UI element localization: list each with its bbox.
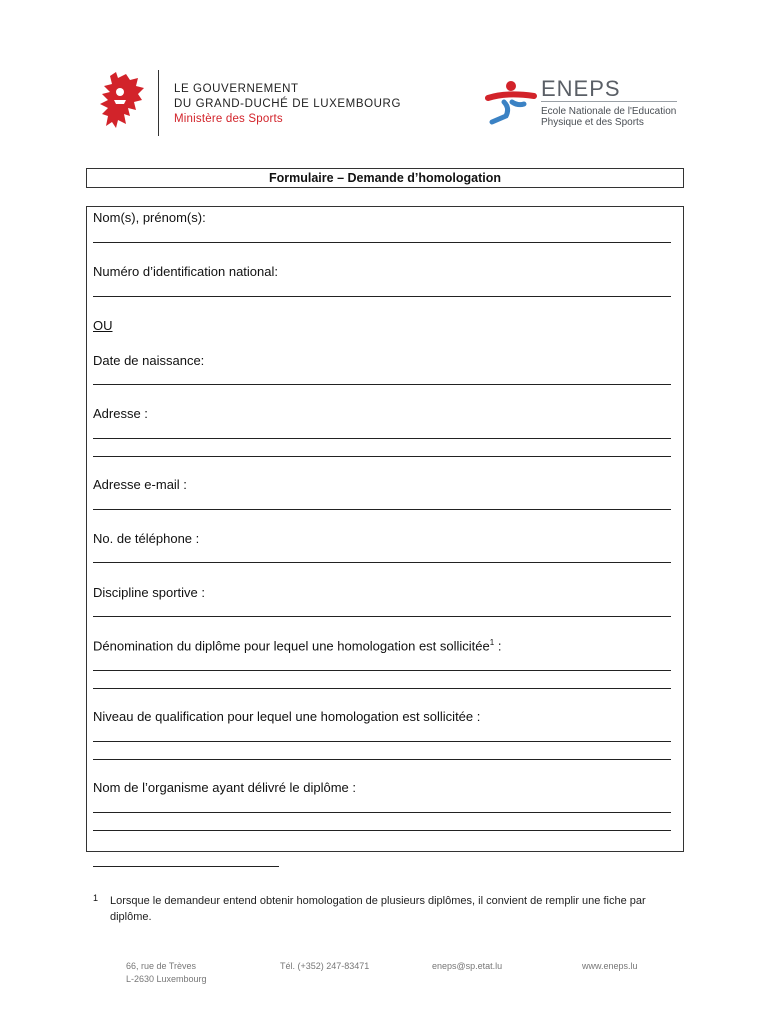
address-line-1[interactable]: [93, 438, 671, 439]
phone-line[interactable]: [93, 562, 671, 563]
footer-address: [126, 960, 207, 986]
organisation-label: Nom de l’organisme ayant délivré le diplôme :: [93, 780, 357, 795]
diploma-line-1[interactable]: [93, 670, 671, 671]
discipline-label: Discipline sportive :: [93, 585, 205, 600]
phone-label: No. de téléphone :: [93, 531, 200, 546]
email-label: Adresse e-mail :: [93, 477, 187, 492]
address-label: Adresse :: [93, 406, 148, 421]
footer-address-line-2: L-2630 Luxembourg: [126, 974, 207, 984]
government-text: [174, 82, 401, 127]
national-id-label: Numéro d’identification national:: [93, 264, 278, 279]
eneps-figure-logo-icon: [484, 78, 540, 126]
footer-address-line-1: 66, rue de Trèves: [126, 961, 197, 971]
eneps-sub-line-2: Physique et des Sports: [541, 117, 644, 128]
birth-date-line[interactable]: [93, 384, 671, 385]
footer-email[interactable]: eneps@sp.etat.lu: [432, 961, 503, 971]
ministry-name: Ministère des Sports: [174, 113, 283, 125]
name-line[interactable]: [93, 242, 671, 243]
diploma-label: [93, 638, 501, 653]
qualification-line-1[interactable]: [93, 741, 671, 742]
organisation-line-1[interactable]: [93, 812, 671, 813]
organisation-line-2[interactable]: [93, 830, 671, 831]
or-label: OU: [93, 318, 113, 333]
eneps-name: ENEPS: [541, 76, 621, 101]
luxembourg-lion-logo-icon: [96, 70, 148, 132]
eneps-rule: [541, 101, 677, 102]
diploma-line-2[interactable]: [93, 688, 671, 689]
eneps-subtitle: [541, 106, 676, 128]
name-label: Nom(s), prénom(s):: [93, 210, 206, 225]
address-line-2[interactable]: [93, 456, 671, 457]
discipline-line[interactable]: [93, 616, 671, 617]
footer-website[interactable]: www.eneps.lu: [582, 961, 638, 971]
diploma-footnote-ref: 1: [489, 638, 495, 647]
footnote-text: Lorsque le demandeur entend obtenir homologation de plusieurs diplômes, il convient de remplir une fiche par diplôme.: [110, 895, 646, 923]
email-line[interactable]: [93, 509, 671, 510]
header-divider: [158, 70, 159, 136]
gov-line-2: DU GRAND-DUCHÉ DE LUXEMBOURG: [174, 98, 402, 110]
footer-phone: Tél. (+352) 247-83471: [280, 961, 370, 971]
gov-line-1: LE GOUVERNEMENT: [174, 83, 299, 95]
eneps-sub-line-1: Ecole Nationale de l'Education: [541, 106, 677, 117]
national-id-line[interactable]: [93, 296, 671, 297]
birth-date-label: Date de naissance:: [93, 353, 205, 368]
diploma-suffix: :: [494, 638, 502, 654]
diploma-text: Dénomination du diplôme pour lequel une homologation est sollicitée: [93, 638, 490, 654]
qualification-line-2[interactable]: [93, 759, 671, 760]
form-title: Formulaire – Demande d’homologation: [86, 168, 684, 188]
footnote-number: 1: [93, 893, 99, 903]
qualification-label: Niveau de qualification pour lequel une homologation est sollicitée :: [93, 709, 481, 724]
form-box: [86, 206, 684, 852]
footnote-rule: [93, 866, 279, 867]
